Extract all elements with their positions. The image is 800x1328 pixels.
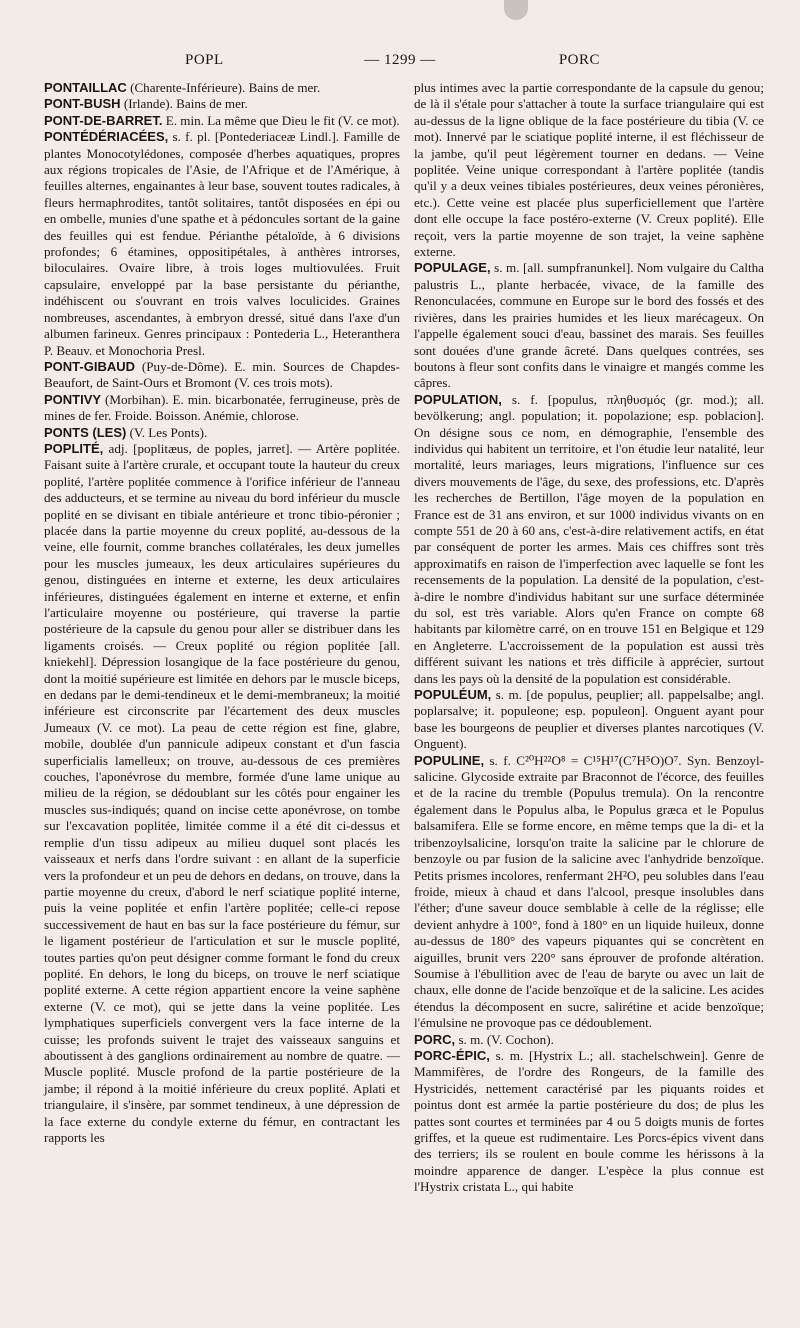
left-column (44, 80, 400, 1146)
entry-headword: PONTIVY (44, 391, 102, 407)
dictionary-entry (44, 80, 400, 96)
dictionary-entry (414, 1048, 764, 1196)
page-binding-hole (504, 0, 528, 20)
entry-text: (Morbihan). E. min. bicarbonatée, ferrugineuse, près de mines de fer. Froide. Boisson. Anémie, chlorose. (44, 391, 400, 424)
dictionary-entry (414, 260, 764, 391)
entry-headword: PONT-DE-BARRET. (44, 112, 163, 128)
entry-text: (Irlande). Bains de mer. (120, 96, 248, 112)
entry-text: s. f. C²⁰H²²O⁸ = C¹⁵H¹⁷(C⁷H⁵O)O⁷. Syn. Benzoyl-salicine. Glycoside extraite par Braconnot de l'écorce, des feuilles et de la racine du tremble (Populus tremula). On la rencontre également dans le Populus alba, le Populus græca et le Populus balsamifera. Elle se forme encore, en même temps que la di- et la tribenzoylsalicine, lorsqu'on traite la salicine par le chlorure de benzoyle ou par fusion de la salicine avec l'anhydride benzoïque. Petits prismes incolores, renfermant 2H²O, peu solubles dans l'eau froide, mieux à chaud et dans l'alcool, presque insolubles dans l'éther; d'une saveur douce semblable à celle de la réglisse; elle devient anhydre à 100°, fond à 180° en un liquide huileux, donne au-dessus de 180° des vapeurs piquantes qui se concrètent en aiguilles, brunit vers 220° sans éprouver de profonde altération. Soumise à l'ébullition avec de l'eau de baryte ou avec un lait de chaux, elle donne de l'acide benzoïque et de la salicine. Les acides étendus la décomposent en sucre, salirétine et acide benzoïque; l'émulsine ne provoque pas ce dédoublement. (414, 752, 764, 1031)
entry-text: (Puy-de-Dôme). E. min. Sources de Chapdes-Beaufort, de Saint-Ours et Bromont (V. ces trois mots). (44, 358, 400, 391)
entry-text: s. f. pl. [Pontederiaceæ Lindl.]. Famille de plantes Monocotylédones, composée d'herbes aquatiques, propres aux régions tropicales de l'Asie, de l'Afrique et de l'Amérique, à feuilles alternes, engainantes à leur base, souvent toutes radicales, à fleurs hermaphrodites, tantôt solitaires, tantôt disposées en épi ou en ombelle, munies d'une spathe et à pédoncules sortant de la gaine des feuilles qui est fendue. Périanthe pétaloïde, à 6 divisions profondes; 6 étamines, oppositipétales, à anthères introrses, biloculaires. Ovaire libre, à trois loges multiovulées. Fruit capsulaire, enveloppé par la base persistante du périanthe, indéhiscent ou s'ouvrant en trois valves loculicides. Graines nombreuses, ascendantes, à embryon dressé, situé dans l'axe d'un albumen farineux. Genres principaux : Pontederia L., Heteranthera P. Beauv. et Monochoria Presl. (44, 129, 400, 358)
dictionary-entry (44, 113, 400, 129)
entry-headword: POPULÉUM, (414, 687, 492, 703)
entry-headword: PONT-BUSH (44, 96, 121, 112)
dictionary-entry (414, 753, 764, 1032)
entry-headword: PORC, (414, 1031, 456, 1047)
entry-text: s. m. [de populus, peuplier; all. pappelsalbe; angl. poplarsalve; it. populeone; esp. populeon]. Onguent ayant pour base les bourgeons de peuplier et diverses plantes narcotiques (V. Onguent). (414, 687, 764, 752)
entry-headword: POPULAGE, (414, 260, 491, 276)
entry-text: adj. [poplitæus, de poples, jarret]. — Artère poplitée. Faisant suite à l'artère crurale, et occupant toute la hauteur du creux poplité, l'artère poplitée commence à l'orifice inférieur de l'anneau des adducteurs, et se termine au niveau du bord inférieur du muscle poplité en se divisant en tibiale antérieure et tronc tibio-péronier ; placée dans la partie moyenne du creux poplité, au-dessous de la veine, elle fournit, comme branches collatérales, les deux jumelles pour les muscles jumeaux, les deux articulaires supérieures du genou, distinguées en interne et externe, les deux articulaires inférieures, distinguées également en interne et externe, et enfin l'articulaire moyenne ou postérieure, qui traverse la partie postérieure de la capsule du genou pour aller se distribuer dans les ligaments croisés. — Creux poplité ou région poplitée [all. kniekehl]. Dépression losangique de la face postérieure du genou, dont la moitié supérieure est limitée en dehors par le muscle biceps, en dedans par le demi-tendineux et le demi-membraneux; la moitié inférieure est circonscrite par l'écartement des deux muscles Jumeaux (V. ce mot). La peau de cette région est fine, glabre, mobile, doublée d'un pannicule adipeux constant et d'un fascia superficialis lamelleux; on trouve, au-dessous de ces premières couches, l'aponévrose du membre, formée d'une lame unique au milieu de la région, se dédoublant sur les côtés pour engainer les muscles sus-indiqués; quand on incise cette aponévrose, on tombe sur l'excavation poplitée, limitée comme il a été dit ci-dessus et remplie d'un tissu adipeux au milieu duquel sont placés les vaisseaux et nerfs dans l'ordre suivant : en allant de la superficie vers la profondeur et un peu de dehors en dedans, on trouve, dans la partie moyenne du creux, d'abord le nerf sciatique poplité interne, puis la veine poplitée et enfin l'artère poplitée; celle-ci repose successivement de haut en bas sur la face postérieure du fémur, sur le ligament postérieur de l'articulation et sur le muscle poplité, toutes parties qu'on peut désigner comme formant le fond du creux poplité. En dehors, le long du biceps, on trouve le nerf sciatique poplité externe. A cette région appartient encore la veine saphène externe (V. ce mot), qui se jette dans la veine poplitée. Les lymphatiques superficiels convergent vers la face interne de la cuisse; les profonds suivent le trajet des vaisseaux sanguins et aboutissent à des ganglions ordinairement au nombre de quatre. — Muscle poplité. Muscle profond de la partie postérieure de la jambe; il répond à la moitié inférieure du creux poplité. Aplati et triangulaire, il s'insère, par sommet tendineux, à une dépression de la face externe du condyle externe du fémur, en contractant les rapports les (44, 440, 400, 1145)
dictionary-entry-continued (414, 80, 764, 260)
entry-text: s. f. [populus, πληθυσμός (gr. mod.); all. bevölkerung; angl. population; it. popolazione; esp. poblacion]. On désigne sous ce nom, en démographie, l'ensemble des individus qui habitent un territoire, et l'on étudie leur natalité, leur mortalité, leurs mariages, leurs migrations, l'influence sur ces divers mouvements de l'âge, du sexe, des professions, etc. D'après les recherches de Bertillon, l'âge moyen de la population en France est de 31 ans environ, et sur 1000 individus vivants on en compte 551 de 20 à 60 ans, c'est-à-dire relativement actifs, en état par conséquent de porter les armes. Mais ces chiffres sont très approximatifs en raison de l'imperfection avec laquelle se font les recensements de la population. La densité de la population, c'est-à-dire le nombre d'individus habitant sur une surface déterminée du sol, est très variable. Alors qu'en France on compte 68 habitants par kilomètre carré, on en trouve 151 en Belgique et 129 en Angleterre. L'accroissement de la population est aussi très différent suivant les nations et très difficile à apprécier, surtout dans les pays où la densité de la population est considérable. (414, 391, 764, 686)
entry-headword: POPLITÉ, (44, 440, 104, 456)
entry-text: s. m. [Hystrix L.; all. stachelschwein]. Genre de Mammifères, de l'ordre des Rongeurs, de la famille des Hystricidés, nettement caractérisé par les piquants roides et pointus dont est armée la partie postérieure du dos; de plus les pattes sont courtes et terminées par 4 ou 5 doigts munis de fortes griffes, et la queue est rudimentaire. Les Porcs-épics vivent dans des terriers; ils se roulent en boule comme les hérissons à la moindre apparence de danger. L'espèce la plus connue est l'Hystrix cristata L., qui habite (414, 1047, 764, 1195)
header-right-guideword: PORC (558, 52, 600, 68)
entry-headword: PONT-GIBAUD (44, 358, 135, 374)
dictionary-entry (414, 687, 764, 753)
dictionary-entry (44, 96, 400, 112)
dictionary-entry (44, 392, 400, 425)
dictionary-entry (44, 425, 400, 441)
dictionary-entry (44, 441, 400, 1146)
entry-text: plus intimes avec la partie correspondante de la capsule du genou; de là il s'étale pour s'attacher à toute la surface triangulaire qui est au-dessus de la ligne oblique de la face postérieure du tibia (V. ce mot). Innervé par le sciatique poplité interne, il est fléchisseur de la jambe, qu'il peut légèrement tourner en dedans. — Veine poplitée. Veine unique correspondant à l'artère poplitée (tandis qu'il y a deux veines tibiales postérieures, deux veines péronières, etc.). Cette veine est placée plus superficiellement que l'artère dont elle occupe la face postéro-externe (V. Creux poplité). Elle reçoit, vers la partie moyenne de son trajet, la veine saphène externe. (414, 80, 764, 260)
entry-headword: PONTÉDÉRIACÉES, (44, 129, 169, 145)
entry-text: s. m. [all. sumpfranunkel]. Nom vulgaire du Caltha palustris L., plante herbacée, vivace, de la famille des Renonculacées, commune en Europe sur le bord des fossés et des rivières, dans les prairies humides et les lieux marécageux. On l'appelle également souci d'eau, bassinet des marais. Ses feuilles sont douées d'une grande âcreté. Dans quelques contrées, ses boutons à fleur sont confits dans le vinaigre et mangés comme les câpres. (414, 260, 764, 391)
dictionary-entry (414, 392, 764, 687)
page-number: — 1299 — (364, 52, 436, 68)
entry-headword: POPULINE, (414, 752, 485, 768)
dictionary-entry (44, 359, 400, 392)
header-left-guideword: POPL (185, 52, 224, 68)
entry-headword: PONTS (LES) (44, 424, 127, 440)
running-header (40, 52, 760, 76)
dictionary-entry (44, 129, 400, 359)
right-column (414, 80, 764, 1196)
entry-headword: PORC-ÉPIC, (414, 1047, 490, 1063)
entry-text: (Charente-Inférieure). Bains de mer. (126, 80, 321, 95)
entry-text: E. min. La même que Dieu le fit (V. ce mot). (162, 112, 400, 128)
dictionary-entry (414, 1032, 764, 1048)
entry-headword: POPULATION, (414, 391, 502, 407)
entry-text: s. m. (V. Cochon). (455, 1031, 554, 1047)
entry-headword: PONTAILLAC (44, 80, 127, 95)
entry-text: (V. Les Ponts). (126, 424, 208, 440)
